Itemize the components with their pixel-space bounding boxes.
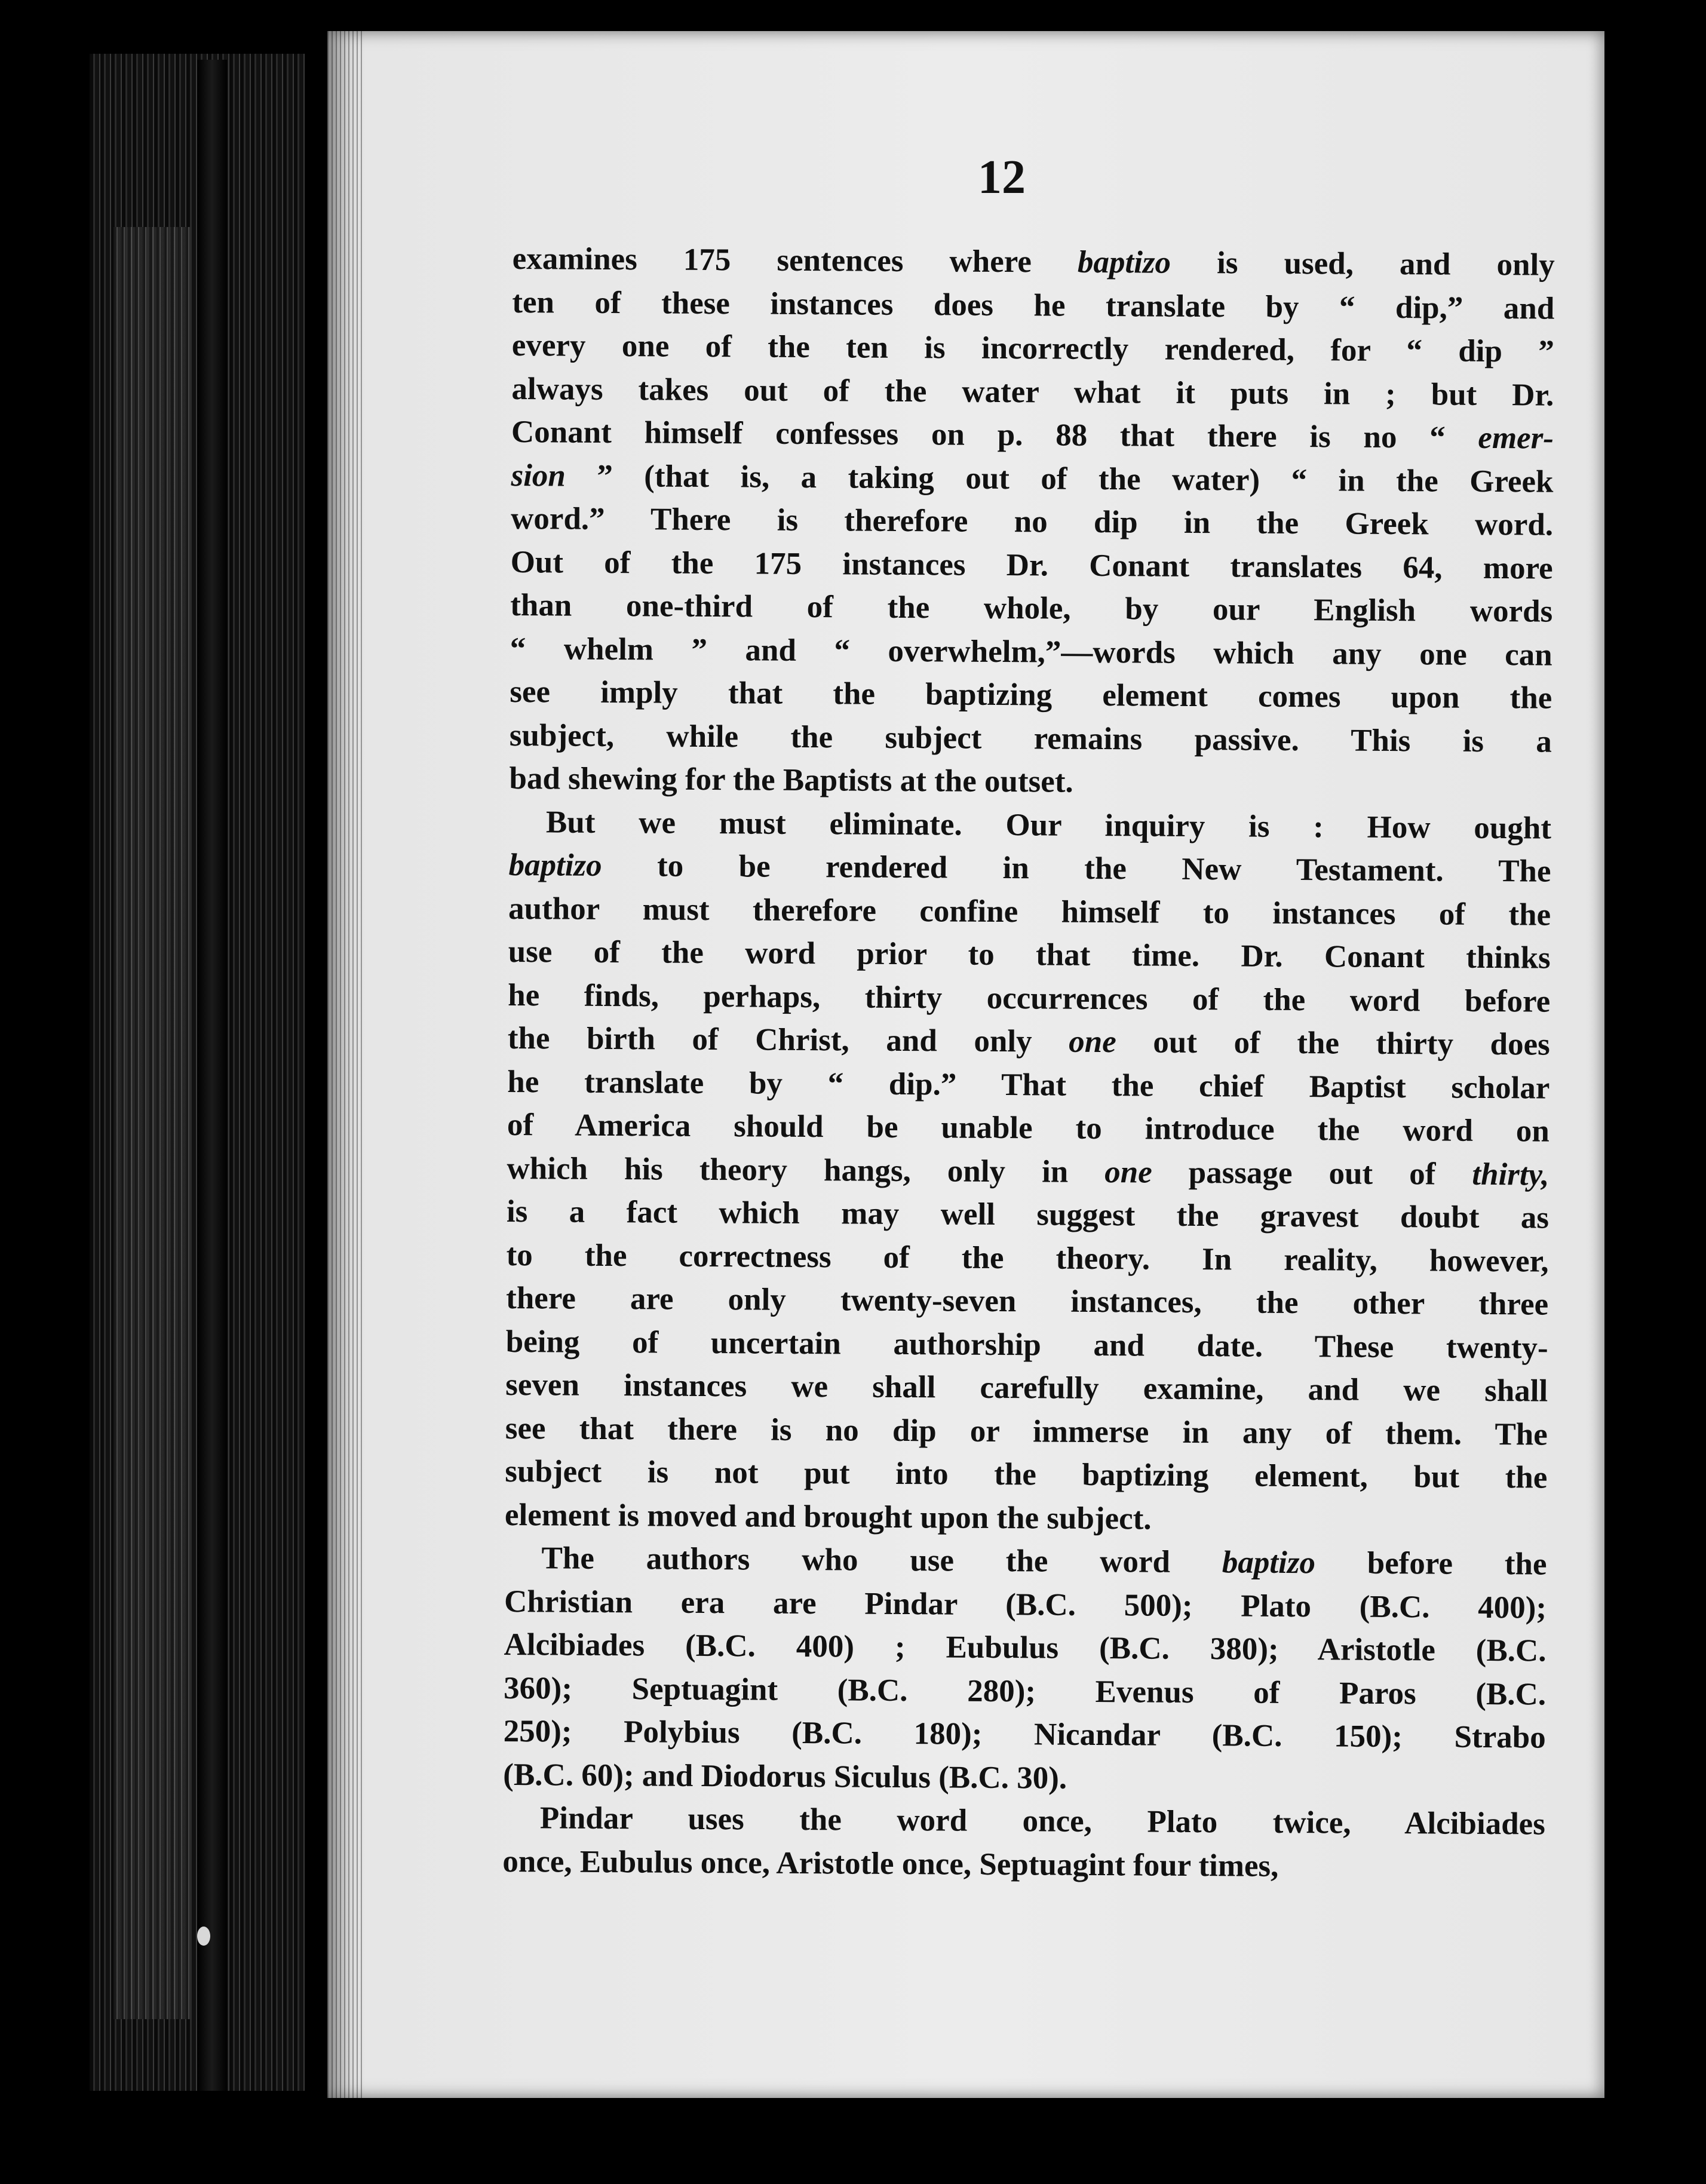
text-run: seven instances we shall carefully examine, and we shall xyxy=(505,1367,1548,1409)
text-run: he translate by “ dip.” That the chief Baptist scholar xyxy=(507,1064,1550,1106)
text-line xyxy=(504,1666,1546,1716)
paragraph xyxy=(509,237,1555,806)
text-run: of America should be unable to introduce the word on xyxy=(507,1107,1550,1149)
text-run: The authors who use the word xyxy=(541,1541,1223,1580)
text-run: see imply that the baptizing element comes upon the xyxy=(510,674,1552,716)
text-run: 250); Polybius (B.C. 180); Nicandar (B.C. 150); Strabo xyxy=(503,1713,1546,1755)
text-line xyxy=(508,973,1550,1023)
text-run: to be rendered in the New Testament. The xyxy=(602,848,1551,889)
text-line xyxy=(506,1277,1548,1326)
text-line xyxy=(503,1710,1545,1759)
text-line xyxy=(505,1320,1548,1369)
paragraph xyxy=(503,1536,1547,1803)
text-run: Conant himself confesses on p. 88 that there is no “ xyxy=(511,414,1478,455)
italic-text-run: emer- xyxy=(1478,420,1554,456)
text-run: word.” There is therefore no dip in the Greek word. xyxy=(510,501,1554,542)
text-line xyxy=(505,1450,1547,1499)
dust-speck xyxy=(197,1927,210,1946)
text-run: being of uncertain authorship and date. These twenty- xyxy=(505,1324,1548,1366)
text-line xyxy=(504,1623,1546,1673)
italic-text-run: baptizo xyxy=(1077,244,1171,280)
italic-text-run: thirty, xyxy=(1472,1157,1549,1192)
text-run: there are only twenty-seven instances, the other three xyxy=(505,1280,1549,1322)
text-run: the birth of Christ, and only xyxy=(507,1020,1069,1059)
text-line xyxy=(510,670,1552,720)
italic-text-run: sion xyxy=(511,458,566,493)
text-run: use of the word prior to that time. Dr. Conant thinks xyxy=(508,934,1551,976)
text-run: subject, while the subject remains passive. This is a xyxy=(509,717,1552,759)
text-line xyxy=(513,237,1555,287)
italic-text-run: one xyxy=(1104,1154,1152,1190)
text-run: which his theory hangs, only in xyxy=(507,1151,1105,1189)
text-run: But we must eliminate. Our inquiry is : How ought xyxy=(545,804,1552,846)
text-run: always takes out of the water what it puts in ; but Dr. xyxy=(511,371,1554,413)
text-line xyxy=(503,1796,1545,1846)
text-line xyxy=(510,627,1552,676)
text-run: see that there is no dip or immerse in any of them. The xyxy=(505,1410,1548,1452)
book-page-edges-highlight xyxy=(113,227,191,2019)
text-run: passage out of xyxy=(1152,1155,1472,1192)
text-line xyxy=(508,1017,1550,1066)
paragraph xyxy=(505,800,1551,1542)
text-line xyxy=(512,280,1554,330)
italic-text-run: baptizo xyxy=(508,847,602,883)
text-run: (B.C. 60); and Diodorus Siculus (B.C. 30). xyxy=(503,1757,1067,1796)
text-run: element is moved and brought upon the subject. xyxy=(504,1497,1152,1536)
text-run: is used, and only xyxy=(1170,245,1555,283)
text-run: Alcibiades (B.C. 400) ; Eubulus (B.C. 380); Aristotle (B.C. xyxy=(504,1627,1547,1668)
text-run: once, Eubulus once, Aristotle once, Septuagint four times, xyxy=(502,1843,1279,1884)
text-line xyxy=(512,324,1554,373)
text-line xyxy=(507,1060,1549,1109)
text-line xyxy=(508,887,1551,936)
italic-text-run: baptizo xyxy=(1222,1545,1316,1581)
text-line xyxy=(507,1103,1549,1153)
text-run: he finds, perhaps, thirty occurrences of the word before xyxy=(508,977,1551,1019)
text-line xyxy=(505,1493,1547,1542)
text-run: out of the thirty does xyxy=(1116,1024,1550,1062)
italic-text-run: one xyxy=(1069,1024,1116,1060)
text-line xyxy=(505,1406,1548,1456)
text-run: “ whelm ” and “ overwhelm,”—words which any one can xyxy=(510,631,1552,673)
text-line xyxy=(511,453,1553,503)
text-line xyxy=(508,843,1551,893)
page-gutter-shadow xyxy=(327,31,363,2098)
text-run: is a fact which may well suggest the gravest doubt as xyxy=(506,1194,1549,1235)
text-run: examines 175 sentences where xyxy=(512,241,1078,280)
text-line xyxy=(510,540,1552,590)
text-run: subject is not put into the baptizing element, but the xyxy=(505,1453,1548,1495)
text-run: author must therefore confine himself to instances of the xyxy=(508,891,1551,933)
text-run: Christian era are Pindar (B.C. 500); Plato (B.C. 400); xyxy=(504,1584,1547,1625)
text-line xyxy=(502,1839,1545,1889)
text-run: before the xyxy=(1315,1545,1547,1582)
text-line xyxy=(503,1753,1545,1802)
text-run: Out of the 175 instances Dr. Conant translates 64, more xyxy=(510,544,1553,586)
text-line xyxy=(505,1363,1548,1413)
text-line xyxy=(509,800,1551,849)
text-run: to the correctness of the theory. In reality, however, xyxy=(506,1237,1549,1279)
text-line xyxy=(509,757,1551,806)
text-run: 360); Septuagint (B.C. 280); Evenus of Paros (B.C. xyxy=(503,1670,1547,1712)
text-line xyxy=(506,1233,1548,1283)
text-run: ” (that is, a taking out of the water) “ in the Greek xyxy=(565,458,1554,499)
text-line xyxy=(507,1190,1549,1240)
text-line xyxy=(507,1146,1549,1196)
text-line xyxy=(504,1536,1547,1586)
text-run: ten of these instances does he translate by “ dip,” and xyxy=(512,284,1555,326)
binding-fold xyxy=(197,60,227,2091)
text-run: every one of the ten is incorrectly rendered, for “ dip ” xyxy=(511,327,1555,369)
book-page xyxy=(327,31,1604,2098)
paragraph xyxy=(502,1796,1545,1889)
text-line xyxy=(511,497,1553,547)
text-run: Pindar uses the word once, Plato twice, Alcibiades xyxy=(539,1800,1545,1842)
text-line xyxy=(510,713,1552,763)
page-number: 12 xyxy=(978,151,1026,204)
text-line xyxy=(510,584,1552,633)
text-line xyxy=(511,410,1554,460)
text-line xyxy=(511,367,1554,416)
text-run: than one-third of the whole, by our English words xyxy=(510,587,1553,629)
text-line xyxy=(508,930,1550,980)
text-line xyxy=(504,1579,1547,1629)
text-run: bad shewing for the Baptists at the outset. xyxy=(509,760,1073,799)
body-text xyxy=(502,237,1555,1889)
